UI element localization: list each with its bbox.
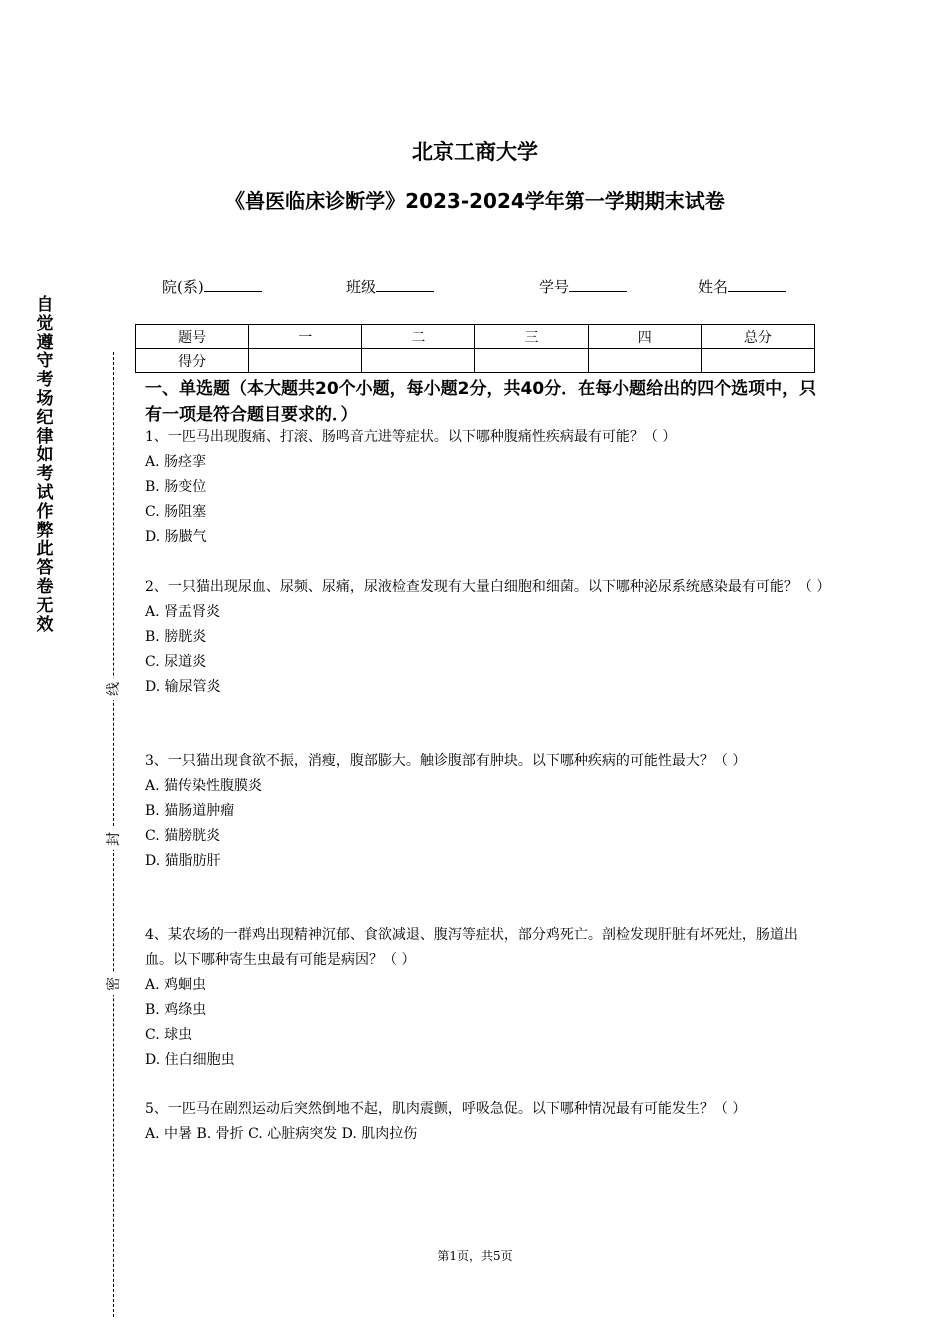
option-c: C. 球虫 <box>145 1027 193 1043</box>
score-cell <box>475 349 588 373</box>
score-cell: 四 <box>588 325 701 349</box>
score-cell: 题号 <box>136 325 249 349</box>
option-b: B. 膀胱炎 <box>145 629 207 645</box>
side-notice: 自 觉 遵 守 考 场 纪 律 如 考 试 作 弊 此 答 卷 无 效 <box>36 295 54 635</box>
name-field <box>698 276 786 297</box>
student-id-field <box>539 276 627 297</box>
question-stem: 1、一匹马出现腹痛、打滚、肠鸣音亢进等症状。以下哪种腹痛性疾病最有可能？（ ） <box>145 429 677 445</box>
option-d: D. 肠臌气 <box>145 529 207 545</box>
binding-mark-xian: 线 <box>104 678 123 700</box>
page-footer: 第1页，共5页 <box>437 1249 513 1263</box>
exam-title: 《兽医临床诊断学》2023-2024学年第一学期期末试卷 <box>225 189 725 213</box>
name-blank <box>728 277 786 292</box>
question-stem: 5、一匹马在剧烈运动后突然倒地不起，肌肉震颤，呼吸急促。以下哪种情况最有可能发生？（ ） <box>145 1101 747 1117</box>
option-b: B. 鸡绦虫 <box>145 1002 207 1018</box>
score-table <box>135 324 815 373</box>
class-blank <box>376 277 434 292</box>
score-cell <box>249 349 362 373</box>
option-d: D. 住白细胞虫 <box>145 1052 235 1068</box>
dept-blank <box>204 277 262 292</box>
option-c: C. 猫膀胱炎 <box>145 828 221 844</box>
question-3 <box>145 749 825 874</box>
binding-mark-mi: 密 <box>104 973 123 995</box>
score-cell: 总分 <box>701 325 814 349</box>
score-table-score-row <box>136 349 815 373</box>
option-c: C. 肠阻塞 <box>145 504 207 520</box>
name-label: 姓名 <box>698 278 729 296</box>
question-stem: 3、一只猫出现食欲不振，消瘦，腹部膨大。触诊腹部有肿块。以下哪种疾病的可能性最大？（ ） <box>145 753 747 769</box>
score-cell <box>362 349 475 373</box>
class-field <box>346 276 434 297</box>
option-a: A. 肾盂肾炎 <box>145 604 221 620</box>
option-d: D. 猫脂肪肝 <box>145 853 221 869</box>
student-id-label: 学号 <box>539 278 570 296</box>
option-c: C. 尿道炎 <box>145 654 207 670</box>
option-a: A. 鸡蛔虫 <box>145 977 207 993</box>
option-b: B. 肠变位 <box>145 479 207 495</box>
dept-field <box>162 276 262 297</box>
school-name: 北京工商大学 <box>412 140 538 164</box>
score-cell: 三 <box>475 325 588 349</box>
option-a: A. 猫传染性腹膜炎 <box>145 778 263 794</box>
score-cell <box>588 349 701 373</box>
class-label: 班级 <box>346 278 377 296</box>
option-d: D. 输尿管炎 <box>145 679 221 695</box>
score-cell: 二 <box>362 325 475 349</box>
option-b: B. 猫肠道肿瘤 <box>145 803 235 819</box>
question-2 <box>145 575 831 700</box>
binding-mark-feng: 封 <box>104 828 123 850</box>
score-table-header-row <box>136 325 815 349</box>
score-cell: 一 <box>249 325 362 349</box>
student-id-blank <box>569 277 627 292</box>
question-stem: 4、某农场的一群鸡出现精神沉郁、食欲减退、腹泻等症状，部分鸡死亡。剖检发现肝脏有坏死灶，肠道出血。以下哪种寄生虫最有可能是病因？（ ） <box>145 927 798 968</box>
question-stem: 2、一只猫出现尿血、尿频、尿痛，尿液检查发现有大量白细胞和细菌。以下哪种泌尿系统感染最有可能？（ ） <box>145 579 831 595</box>
question-5 <box>145 1097 825 1147</box>
question-1 <box>145 425 825 550</box>
question-4 <box>145 923 825 1073</box>
section-1-heading: 一、单选题（本大题共20个小题，每小题2分，共40分．在每小题给出的四个选项中，只有一项是符合题目要求的．） <box>145 379 817 425</box>
options-inline: A. 中暑 B. 骨折 C. 心脏病突发 D. 肌肉拉伤 <box>145 1126 418 1142</box>
score-cell <box>701 349 814 373</box>
score-cell: 得分 <box>136 349 249 373</box>
option-a: A. 肠痉挛 <box>145 454 207 470</box>
dept-label: 院(系) <box>162 278 204 296</box>
